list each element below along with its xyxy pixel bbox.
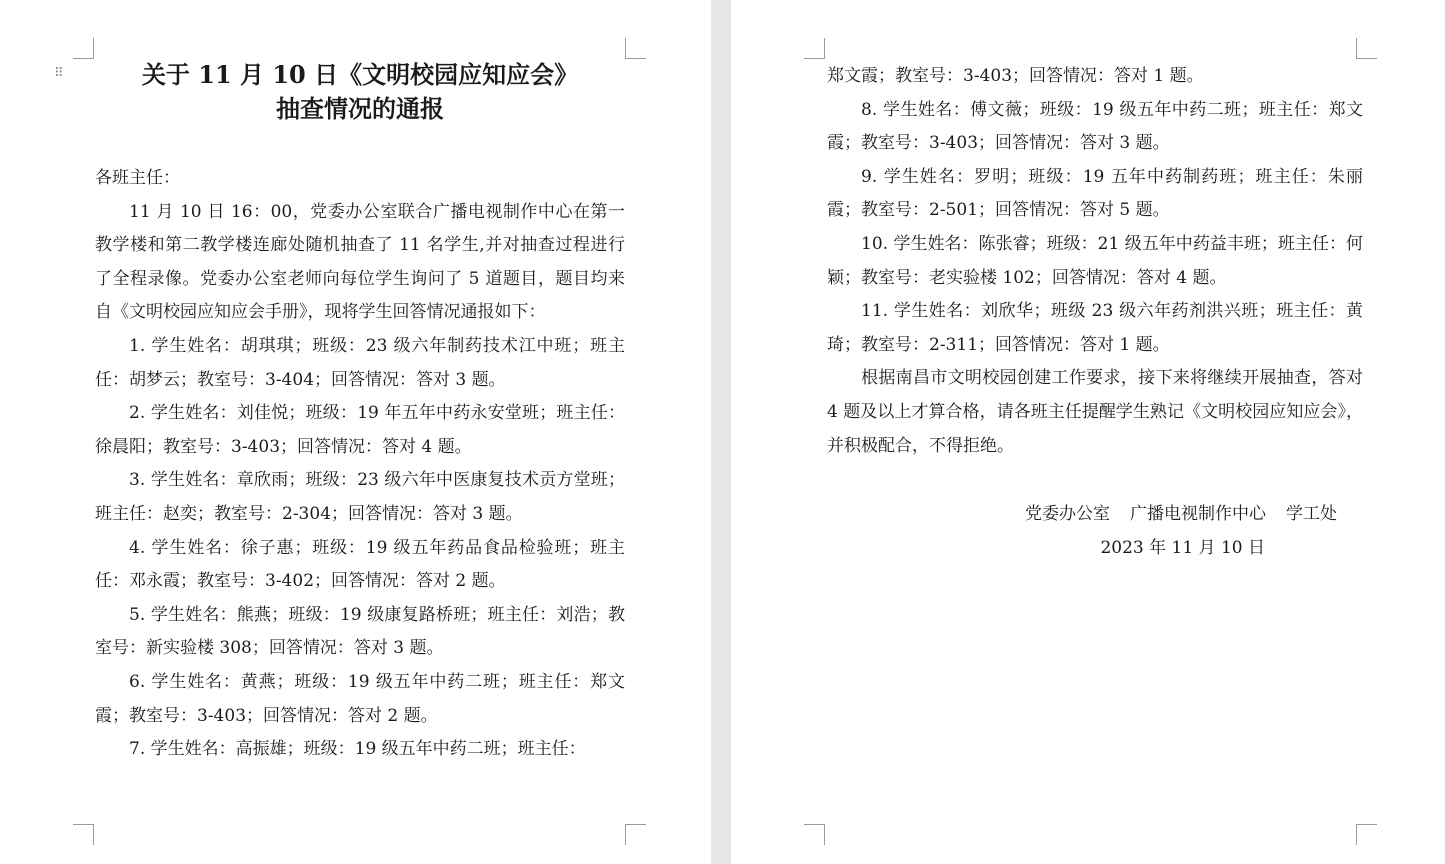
document-title-line-1: 关于 11 月 10 日《文明校园应知应会》 [141,60,579,89]
margin-corner-bottom-left [804,824,825,845]
margin-corner-top-left [73,38,94,59]
signature-organizations [1025,498,1337,532]
document-title-line-2: 抽查情况的通报 [276,94,444,123]
document-body-right[interactable] [827,60,1363,463]
margin-corner-top-right [625,38,646,59]
intro-paragraph: 11 月 10 日 16：00，党委办公室联合广播电视制作中心在第一教学楼和第二教学楼连廊处随机抽查了 11 名学生,并对抽查过程进行了全程录像。党委办公室老师向每位学生询问了 5 道题目，题目均来自《文明校园应知应会手册》，现将学生回答情况通报如下： [95,201,625,323]
document-body-left[interactable] [95,162,625,767]
margin-corner-top-right [1356,38,1377,59]
document-page-2[interactable] [731,0,1445,864]
signature-org-broadcast-center: 广播电视制作中心 [1130,504,1266,524]
list-item: 5. 学生姓名：熊燕；班级：19 级康复路桥班；班主任：刘浩；教室号：新实验楼 308；回答情况：答对 3 题。 [95,604,625,659]
document-page-1[interactable] [0,0,711,864]
drag-handle-icon[interactable]: ⠿ [54,66,64,81]
list-item: 3. 学生姓名：章欣雨；班级：23 级六年中医康复技术贡方堂班；班主任：赵奕；教室号：2-304；回答情况：答对 3 题。 [95,470,625,524]
margin-corner-bottom-right [625,824,646,845]
closing-paragraph: 根据南昌市文明校园创建工作要求，接下来将继续开展抽查，答对 4 题及以上才算合格，请各班主任提醒学生熟记《文明校园应知应会》，并积极配合，不得拒绝。 [827,368,1363,456]
list-item: 9. 学生姓名：罗明；班级：19 五年中药制药班；班主任：朱丽霞；教室号：2-501；回答情况：答对 5 题。 [827,166,1363,221]
list-item: 1. 学生姓名：胡琪琪；班级：23 级六年制药技术江中班；班主任：胡梦云；教室号：3-404；回答情况：答对 3 题。 [95,335,625,390]
signature-org-party-office: 党委办公室 [1025,504,1110,524]
list-item: 8. 学生姓名：傅文薇；班级：19 级五年中药二班；班主任：郑文霞；教室号：3-403；回答情况：答对 3 题。 [827,99,1363,154]
signature-date: 2023 年 11 月 10 日 [1100,538,1265,558]
list-item: 10. 学生姓名：陈张睿；班级：21 级五年中药益丰班；班主任：何颖；教室号：老实验楼 102；回答情况：答对 4 题。 [827,233,1363,288]
salutation: 各班主任： [95,168,180,188]
margin-corner-bottom-left [73,824,94,845]
margin-corner-top-left [804,38,825,59]
list-item: 6. 学生姓名：黄燕；班级：19 级五年中药二班；班主任：郑文霞；教室号：3-403；回答情况：答对 2 题。 [95,671,625,726]
margin-corner-bottom-right [1356,824,1377,845]
list-item: 7. 学生姓名：高振雄；班级：19 级五年中药二班；班主任： [129,739,586,760]
list-item: 11. 学生姓名：刘欣华；班级 23 级六年药剂洪兴班；班主任：黄琦；教室号：2-311；回答情况：答对 1 题。 [827,301,1363,355]
signature-org-student-affairs: 学工处 [1286,504,1337,524]
list-item: 2. 学生姓名：刘佳悦；班级：19 年五年中药永安堂班；班主任：徐晨阳；教室号：3-403；回答情况：答对 4 题。 [95,403,625,457]
list-item-continued: 郑文霞；教室号：3-403；回答情况：答对 1 题。 [827,66,1204,86]
list-item: 4. 学生姓名：徐子惠；班级：19 级五年药品食品检验班；班主任：邓永霞；教室号：3-402；回答情况：答对 2 题。 [95,537,625,592]
